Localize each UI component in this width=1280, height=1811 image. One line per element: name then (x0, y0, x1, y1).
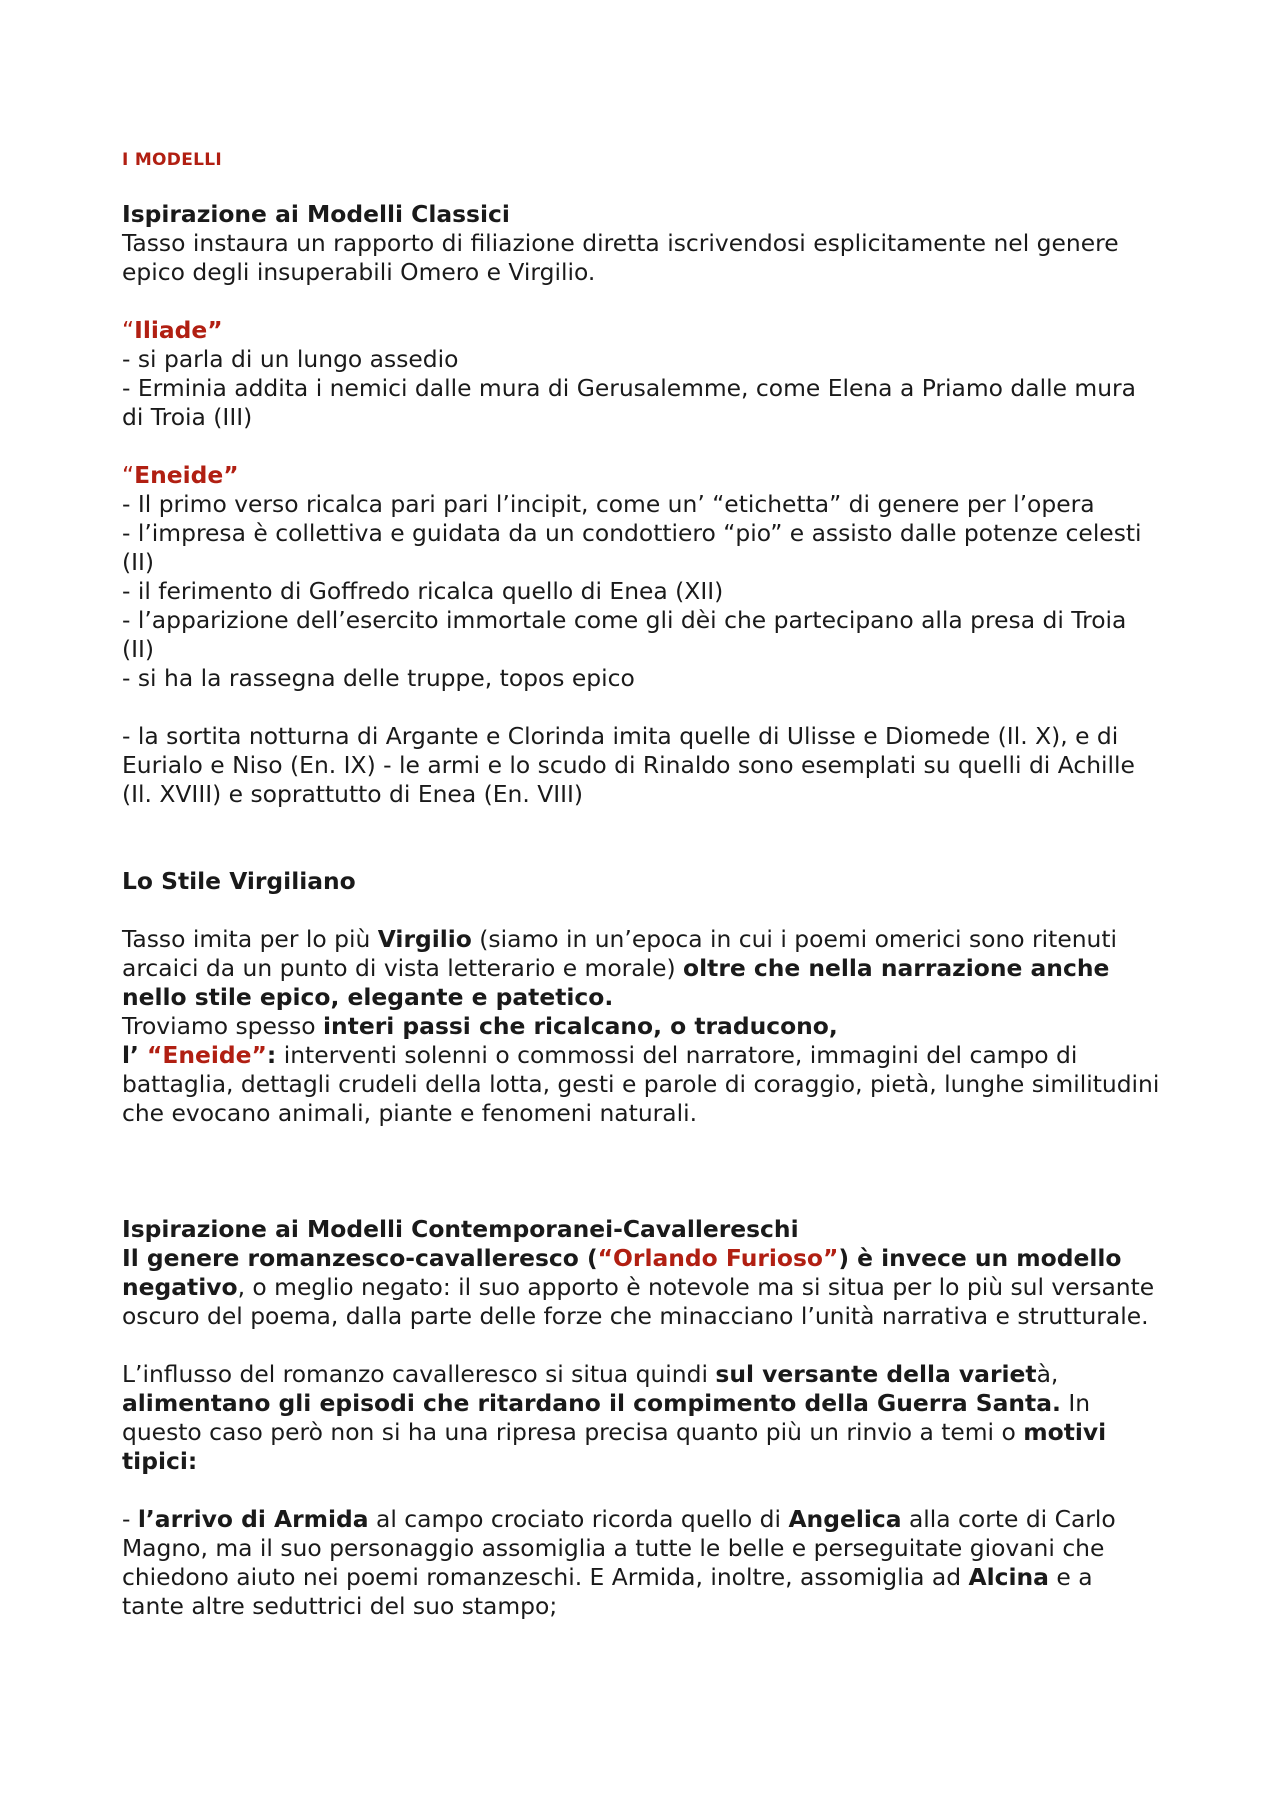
page-heading: I MODELLI (122, 150, 223, 170)
list-item: - Erminia addita i nemici dalle mura di Gerusalemme, come Elena a Priamo dalle mura di Troia (III) (122, 374, 1136, 431)
virgil-paragraph-1: Tasso imita per lo più Virgilio (siamo in un’epoca in cui i poemi omerici sono ritenuti arcaici da un punto di vista letterario e morale) oltre che nella narrazione anche nello stile epico, elegante e patetico. (122, 925, 1118, 1011)
list-item: - l’apparizione dell’esercito immortale come gli dèi che partecipano alla presa di Troia (II) (122, 606, 1127, 663)
classic-models-section (122, 200, 1160, 809)
contemporary-models-section (122, 1215, 1160, 1621)
contemporary-paragraph-2: L’influsso del romanzo cavalleresco si situa quindi sul versante della varietà, alimentano gli episodi che ritardano il compimento della Guerra Santa. In questo caso però non si ha una ripresa precisa quanto più un rinvio a temi o motivi tipici: (122, 1360, 1107, 1475)
contemporary-paragraph-1: Il genere romanzesco-cavalleresco (“Orlando Furioso”) è invece un modello negativo, o meglio negato: il suo apporto è notevole ma si situa per lo più sul versante oscuro del poema, dalla parte delle forze che minacciano l’unità narrativa e strutturale. (122, 1244, 1155, 1330)
classic-intro: Tasso instaura un rapporto di filiazione diretta iscrivendosi esplicitamente nel genere epico degli insuperabili Omero e Virgilio. (122, 229, 1119, 286)
classic-title: Ispirazione ai Modelli Classici (122, 200, 510, 228)
virgil-paragraph-2: Troviamo spesso interi passi che ricalcano, o traducono, l’ “Eneide”: interventi solenni o commossi del narratore, immagini del campo di battaglia, dettagli crudeli della lotta, gesti e parole di coraggio, pietà, lunghe similitudini che evocano animali, piante e fenomeni naturali. (122, 1012, 1160, 1127)
list-item: - Il primo verso ricalca pari pari l’incipit, come un’ “etichetta” di genere per l’opera (122, 490, 1095, 518)
virgil-title: Lo Stile Virgiliano (122, 867, 356, 895)
list-item: - si parla di un lungo assedio (122, 345, 459, 373)
list-item: - l’impresa è collettiva e guidata da un condottiero “pio” e assisto dalle potenze celesti (II) (122, 519, 1142, 576)
virgil-style-section (122, 867, 1160, 1128)
eneide-heading: “Eneide” (122, 461, 239, 489)
list-item: - il ferimento di Goffredo ricalca quello di Enea (XII) (122, 577, 724, 605)
contemporary-paragraph-3: - l’arrivo di Armida al campo crociato ricorda quello di Angelica alla corte di Carlo Magno, ma il suo personaggio assomiglia a tutte le belle e perseguitate giovani che chiedono aiuto nei poemi romanzeschi. E Armida, inoltre, assomiglia ad Alcina e a tante altre seduttrici del suo stampo; (122, 1505, 1116, 1620)
iliade-heading: “Iliade” (122, 316, 223, 344)
contemporary-title: Ispirazione ai Modelli Contemporanei-Cavallereschi (122, 1215, 799, 1243)
list-item: - si ha la rassegna delle truppe, topos epico (122, 664, 635, 692)
list-item: - la sortita notturna di Argante e Clorinda imita quelle di Ulisse e Diomede (Il. X), e di Eurialo e Niso (En. IX) - le armi e lo scudo di Rinaldo sono esemplati su quelli di Achille (Il. XVIII) e soprattutto di Enea (En. VIII) (122, 722, 1135, 808)
